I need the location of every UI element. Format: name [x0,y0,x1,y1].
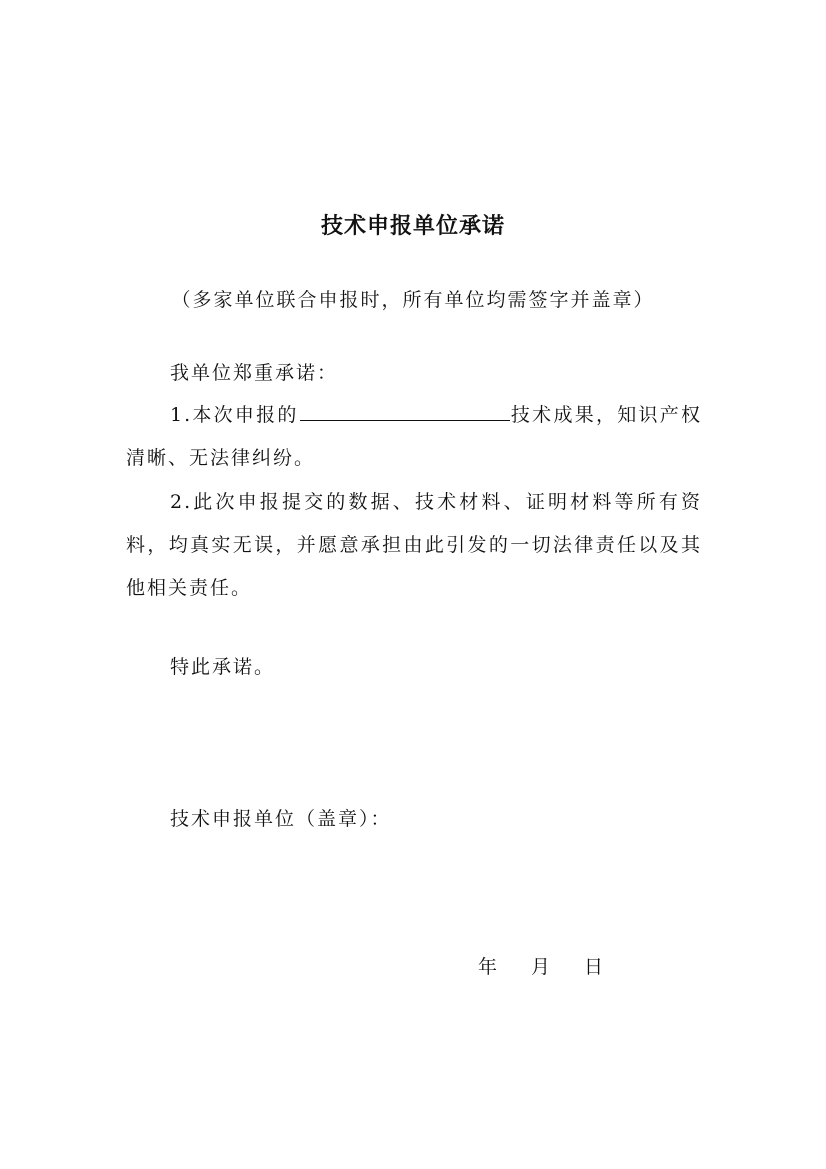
document-title: 技术申报单位承诺 [320,213,505,239]
item1-prefix: 1.本次申报的 [170,404,299,426]
signature-label: 技术申报单位（盖章）： [170,808,392,830]
commitment-item-1 [126,394,702,480]
day-label: 日 [584,956,606,978]
intro-paragraph: 我单位郑重承诺： [170,362,339,384]
commitment-item-2: 2.此次申报提交的数据、技术材料、证明材料等所有资料，均真实无误，并愿意承担由此引发的一切法律责任以及其他相关责任。 [126,491,702,599]
date-line [478,946,605,989]
month-label: 月 [531,956,553,978]
item1-suffix: 技术成果，知识产权清晰、无法律纠纷。 [126,404,702,469]
fill-in-blank-line [300,398,510,421]
closing-paragraph: 特此承诺。 [170,656,276,678]
document-subtitle: （多家单位联合申报时，所有单位均需签字并盖章） [171,289,655,311]
year-label: 年 [478,956,500,978]
